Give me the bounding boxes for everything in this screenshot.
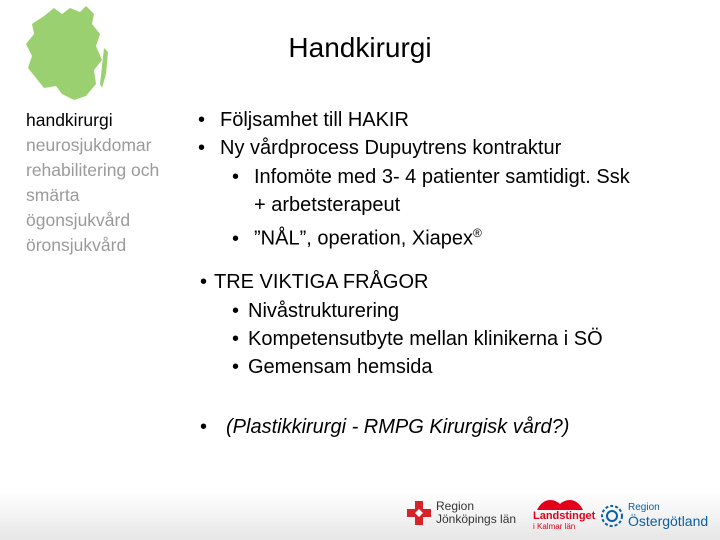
sub-bullet-kompetensutbyte: • Kompetensutbyte mellan klinikerna i SÖ	[232, 328, 603, 350]
sidebar-item-handkirurgi[interactable]: handkirurgi	[26, 110, 113, 130]
page-title: Handkirurgi	[288, 32, 432, 63]
region-ostergotland-logo: Region Östergötland	[600, 502, 708, 529]
sidebar-item-smarta[interactable]: smärta	[26, 185, 80, 205]
sidebar-item-ogonsjukvard[interactable]: ögonsjukvård	[26, 210, 131, 230]
bullet-dot-icon: •	[198, 137, 206, 159]
bullet-dot-icon: •	[200, 416, 208, 438]
bullet-tre-viktiga: • TRE VIKTIGA FRÅGOR	[200, 271, 429, 293]
bullet-vardprocess: • Ny vårdprocess Dupuytrens kontraktur	[198, 137, 562, 159]
sub-bullet-infomote-cont: + arbetsterapeut	[254, 194, 401, 216]
bullet-dot-icon: •	[232, 227, 240, 250]
bullet-dot-icon: •	[232, 166, 240, 188]
bullet-dot-icon: •	[232, 300, 240, 322]
sidebar-item-rehabilitering[interactable]: rehabilitering och	[26, 160, 160, 180]
sidebar-item-oronsjukvard[interactable]: öronsjukvård	[26, 235, 127, 255]
sub-bullet-infomote: • Infomöte med 3- 4 patienter samtidigt. Ssk	[232, 166, 630, 188]
region-jonkoping-logo: Region Jönköpings län	[406, 500, 516, 526]
bullet-dot-icon: •	[198, 109, 206, 131]
sub-bullet-nal: • ”NÅL”, operation, Xiapex®	[232, 226, 482, 250]
ostergotland-flower-icon	[600, 504, 624, 528]
landstinget-kalmar-logo: Landstinget i Kalmar län	[533, 496, 595, 531]
sidebar-menu	[26, 108, 159, 258]
sidebar-item-neurosjukdomar[interactable]: neurosjukdomar	[26, 135, 152, 155]
bullet-dot-icon: •	[232, 356, 240, 378]
registered-mark: ®	[473, 226, 482, 240]
red-cross-icon	[406, 500, 432, 526]
sub-bullet-nivastrukturering: • Nivåstrukturering	[232, 300, 400, 322]
bullet-dot-icon: •	[232, 328, 240, 350]
sub-bullet-hemsida: • Gemensam hemsida	[232, 356, 433, 378]
bullet-hakir: • Följsamhet till HAKIR	[198, 109, 409, 131]
bullet-dot-icon: •	[200, 271, 208, 293]
bullet-plastikkirurgi: • (Plastikkirurgi - RMPG Kirurgisk vård?)	[200, 416, 570, 438]
kalmar-crown-icon	[533, 496, 587, 510]
